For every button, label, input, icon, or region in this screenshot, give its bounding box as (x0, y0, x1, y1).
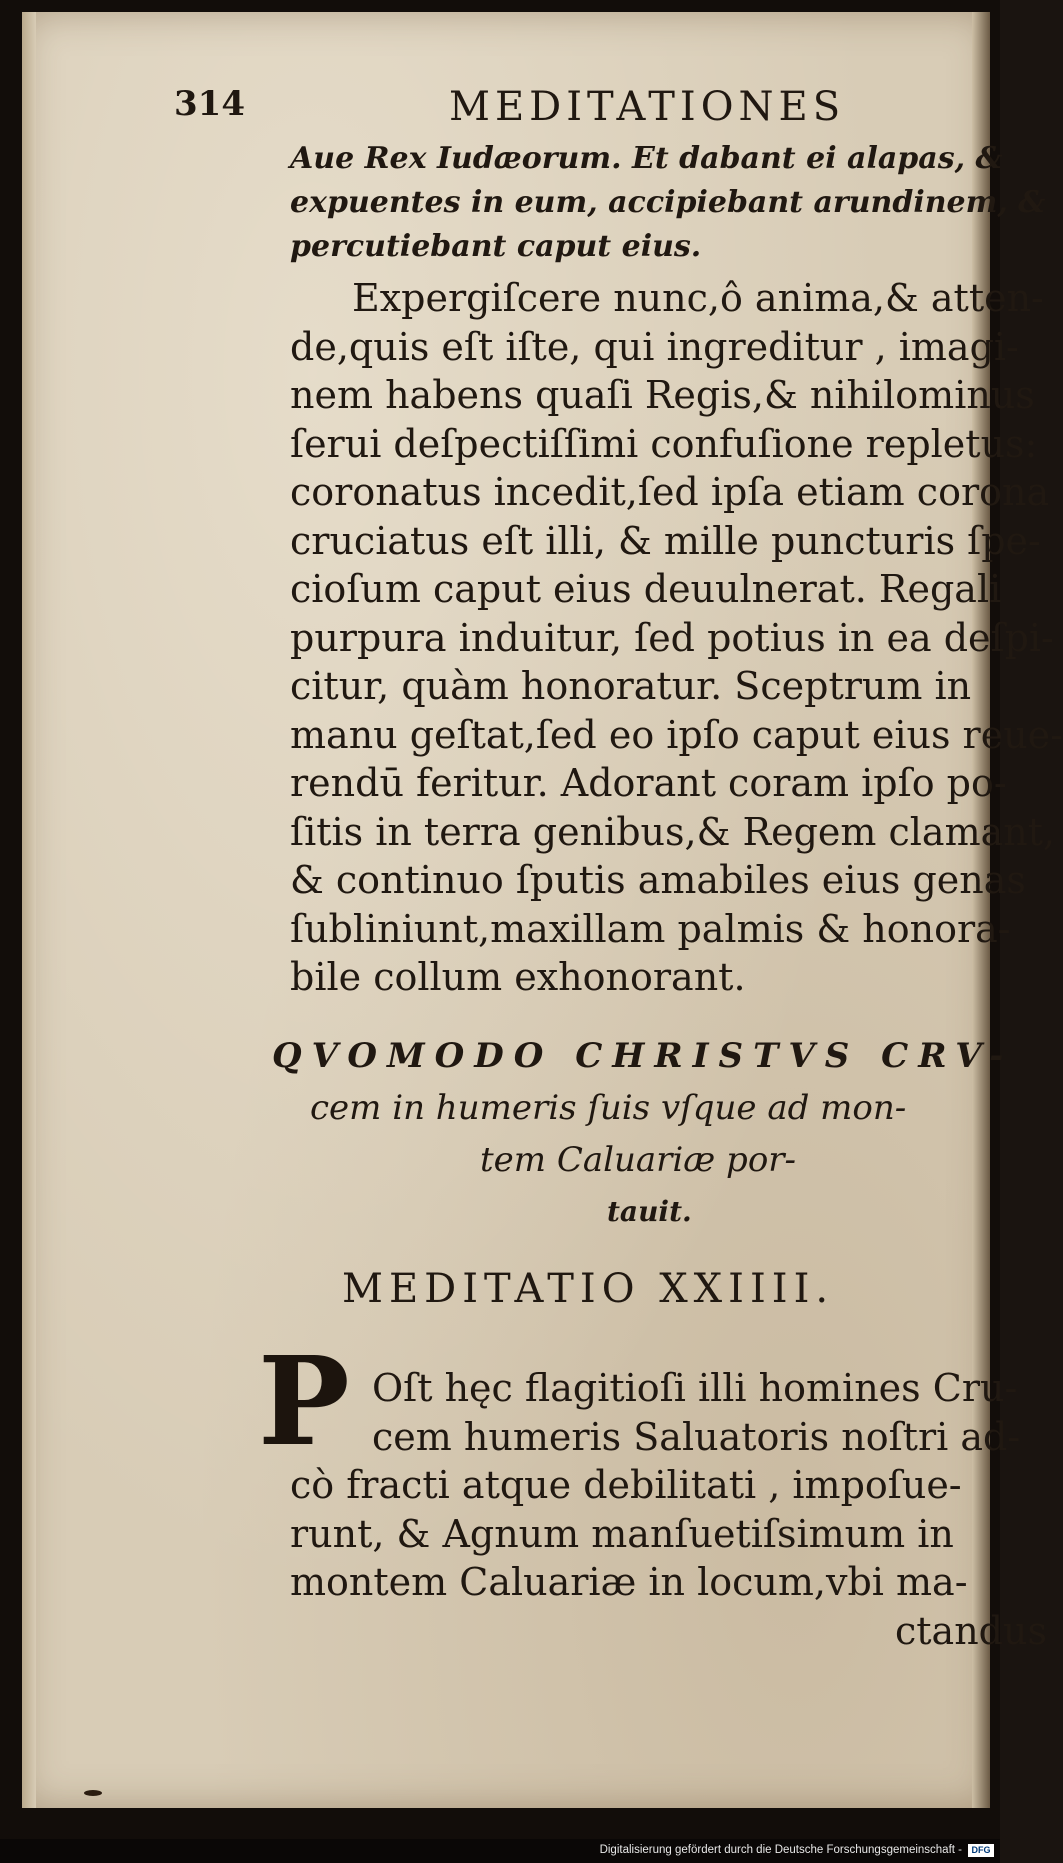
text-line: ſerui deſpectiſſimi confuſione repletus: (290, 421, 1038, 466)
continuation-text (290, 137, 1046, 269)
digitization-footer (0, 1839, 1000, 1863)
text-line: ſitis in terra genibus,& Regem clamant, (290, 809, 1056, 854)
page-number: 314 (174, 84, 245, 124)
ink-smudge (84, 1790, 102, 1796)
text-line: runt, & Agnum manſuetiſsimum in (290, 1511, 954, 1556)
text-line: Oſt hęc flagitioſi illi homines Cru- (372, 1366, 1018, 1410)
heading-line: cem in humeris ſuis vſque ad mon- (310, 1088, 907, 1128)
paragraph-1 (290, 274, 1063, 1002)
text-line: bile collum exhonorant. (290, 955, 746, 999)
text-line: nem habens quaſi Regis,& nihilominus (290, 373, 1035, 417)
heading-line: QVOMODO CHRISTVS CRV- (272, 1036, 1014, 1076)
text-line: manu geſtat,ſed eo ipſo caput eius reue- (290, 712, 1063, 757)
text-line: cò fracti atque debilitati , impoſue- (290, 1463, 962, 1507)
text-line: Expergiſcere nunc,ô anima,& atten- (352, 276, 1044, 320)
text-line: cem humeris Saluatoris noſtri ad- (372, 1414, 1021, 1459)
text-line: expuentes in eum, accipiebant arundinem, & (290, 185, 1046, 220)
meditation-title: MEDITATIO XXIIII. (342, 1266, 835, 1312)
text-line: rendū feritur. Adorant coram ipſo po- (290, 761, 1007, 805)
text-line: ſubliniunt,maxillam palmis & honora- (290, 906, 1011, 951)
text-line: & continuo ſputis amabiles eius genas (290, 858, 1026, 902)
text-line: cioſum caput eius deuulnerat. Regali (290, 567, 1002, 611)
text-line: purpura induitur, ſed potius in ea deſpi- (290, 615, 1054, 660)
running-title: MEDITATIONES (449, 84, 846, 130)
footer-credit: Digitalisierung gefördert durch die Deutsche Forschungsgemeinschaft - (599, 1844, 962, 1856)
text-line: Aue Rex Iudæorum. Et dabant ei alapas, & (290, 141, 1003, 176)
text-line: cruciatus eſt illi, & mille puncturis ſpe- (290, 518, 1041, 563)
heading-line: tem Caluariæ por- (480, 1140, 797, 1180)
text-line: citur, quàm honoratur. Sceptrum in (290, 664, 972, 708)
text-line: coronatus incedit,ſed ipſa etiam corona (290, 470, 1050, 514)
heading-line: tauit. (607, 1195, 692, 1228)
dfg-logo: DFG (968, 1844, 994, 1857)
book-page (22, 12, 1063, 1808)
page-left-edge (22, 12, 36, 1808)
text-line: de,quis eſt iſte, qui ingreditur , imagi- (290, 324, 1019, 369)
paragraph-2 (290, 1364, 1047, 1655)
catchword: ctandus (895, 1608, 1047, 1653)
drop-cap: P (258, 1329, 350, 1473)
running-head (174, 84, 874, 134)
chapter-heading (272, 1030, 1014, 1238)
text-line: percutiebant caput eius. (290, 229, 702, 264)
text-line: montem Caluariæ in locum,vbi ma- (290, 1560, 968, 1604)
